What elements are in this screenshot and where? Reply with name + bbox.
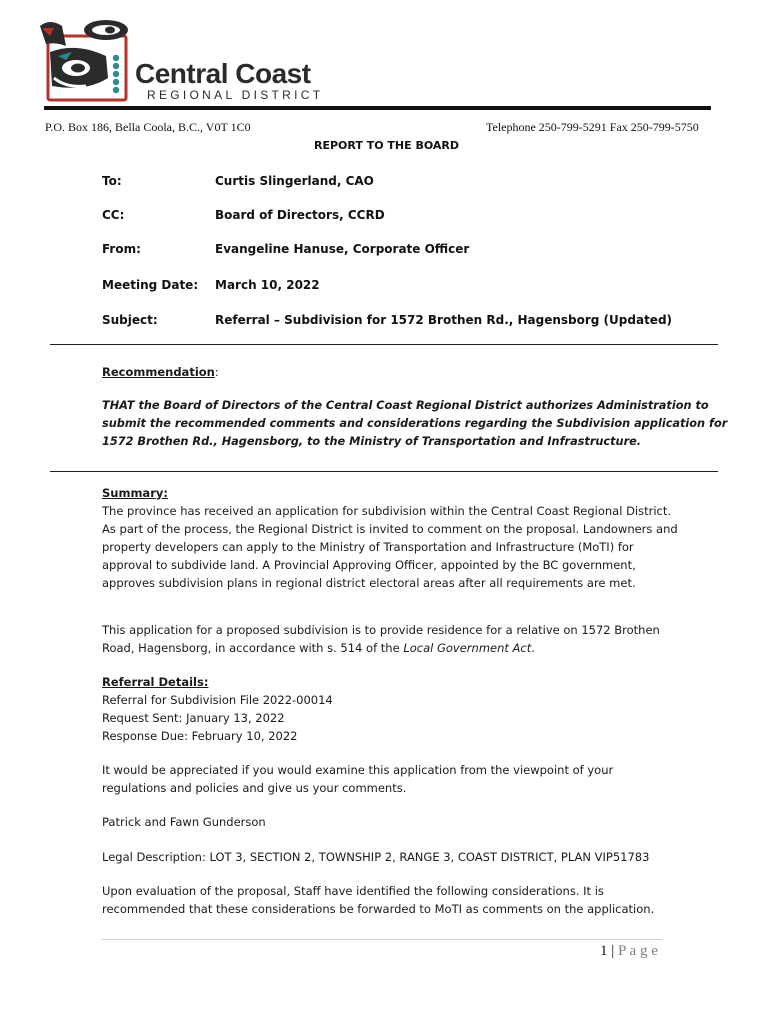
summary-line: approves subdivision plans in regional district electoral areas after all requirements are met. xyxy=(102,576,636,590)
header-rule xyxy=(44,106,711,110)
referral-line: Referral for Subdivision File 2022-00014 xyxy=(102,693,333,707)
summary-line: As part of the process, the Regional District is invited to comment on the proposal. Landowners and xyxy=(102,522,678,536)
summary-paragraph-2 xyxy=(102,621,702,657)
divider-2 xyxy=(50,471,718,472)
telephone: Telephone 250-799-5291 Fax 250-799-5750 xyxy=(486,120,699,134)
recommendation-line: 1572 Brothen Rd., Hagensborg, to the Ministry of Transportation and Infrastructure. xyxy=(102,435,642,448)
recommendation-text xyxy=(102,397,727,451)
evaluation-paragraph xyxy=(102,882,702,918)
summary-line: property developers can apply to the Ministry of Transportation and Infrastructure (MoTI) for xyxy=(102,540,634,554)
evaluation-line: recommended that these considerations be forwarded to MoTI as comments on the application. xyxy=(102,902,655,916)
memo-label-from: From: xyxy=(102,242,141,256)
summary-line: The province has received an application for subdivision within the Central Coast Regional District. xyxy=(102,504,672,518)
recommendation-heading-line xyxy=(102,363,219,381)
appreciate-line: It would be appreciated if you would examine this application from the viewpoint of your xyxy=(102,763,614,777)
summary-p2-line: This application for a proposed subdivision is to provide residence for a relative on 1572 Brothen xyxy=(102,623,660,637)
page-word: P a g e xyxy=(618,943,658,959)
summary-p2-pre: Road, Hagensborg, in accordance with s. 514 of the xyxy=(102,641,404,655)
page-footer xyxy=(600,943,658,960)
appreciate-line: regulations and policies and give us your comments. xyxy=(102,781,407,795)
local-government-act: Local Government Act xyxy=(403,641,532,655)
memo-value-cc: Board of Directors, CCRD xyxy=(215,208,385,222)
page-number: 1 xyxy=(600,943,608,959)
recommendation-colon: : xyxy=(214,365,219,379)
evaluation-line: Upon evaluation of the proposal, Staff have identified the following considerations. It is xyxy=(102,884,604,898)
memo-label-cc: CC: xyxy=(102,208,125,222)
memo-value-meeting-date: March 10, 2022 xyxy=(215,278,320,292)
divider-1 xyxy=(50,344,718,345)
footer-rule xyxy=(102,939,662,940)
summary-line: approval to subdivide land. A Provincial Approving Officer, appointed by the BC government, xyxy=(102,558,636,572)
summary-p2-line-2 xyxy=(102,639,702,657)
legal-description: Legal Description: LOT 3, SECTION 2, TOWNSHIP 2, RANGE 3, COAST DISTRICT, PLAN VIP51783 xyxy=(102,850,650,864)
recommendation-line: THAT the Board of Directors of the Central Coast Regional District authorizes Administration to xyxy=(102,399,709,412)
referral-line: Request Sent: January 13, 2022 xyxy=(102,711,285,725)
summary-heading: Summary: xyxy=(102,486,168,500)
referral-line: Response Due: February 10, 2022 xyxy=(102,729,298,743)
memo-value-to: Curtis Slingerland, CAO xyxy=(215,174,374,188)
applicants: Patrick and Fawn Gunderson xyxy=(102,815,266,829)
appreciate-paragraph xyxy=(102,761,702,797)
logo xyxy=(36,16,136,104)
referral-section xyxy=(102,673,702,745)
memo-label-to: To: xyxy=(102,174,122,188)
memo-label-subject: Subject: xyxy=(102,313,158,327)
referral-heading: Referral Details: xyxy=(102,675,209,689)
summary-section xyxy=(102,484,702,592)
recommendation-line: submit the recommended comments and considerations regarding the Subdivision application for xyxy=(102,417,728,430)
recommendation-heading: Recommendation xyxy=(102,365,215,379)
report-title: REPORT TO THE BOARD xyxy=(314,139,459,152)
ccrd-logo-icon xyxy=(36,16,136,104)
org-subtitle: REGIONAL DISTRICT xyxy=(147,88,324,102)
memo-value-subject: Referral – Subdivision for 1572 Brothen Rd., Hagensborg (Updated) xyxy=(215,313,673,327)
address: P.O. Box 186, Bella Coola, B.C., V0T 1C0 xyxy=(45,120,251,134)
summary-p2-post: . xyxy=(531,641,535,655)
org-name: Central Coast xyxy=(135,58,311,89)
memo-value-from: Evangeline Hanuse, Corporate Officer xyxy=(215,242,470,256)
memo-label-meeting-date: Meeting Date: xyxy=(102,278,199,292)
page-separator: | xyxy=(611,943,615,959)
